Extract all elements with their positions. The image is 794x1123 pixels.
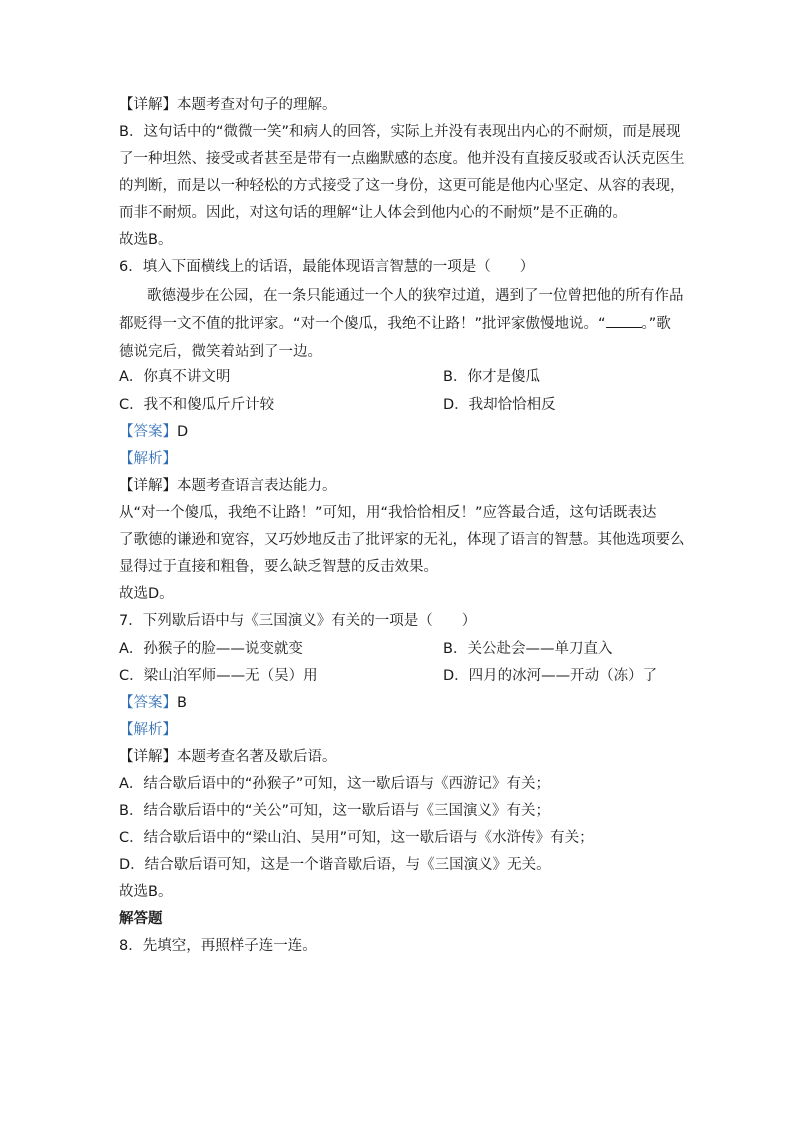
- q7-detail-text: C．结合歇后语中的“梁山泊、吴用”可知，这一歇后语与《水浒传》有关；: [119, 830, 594, 846]
- q6-passage-line: 歌德漫步在公园，在一条只能通过一个人的狭窄过道，遇到了一位曾把他的所有作品: [147, 288, 684, 304]
- q5-conclusion: 故选B。: [119, 232, 173, 248]
- q5-detail-intro: 本题考查对句子的理解。: [177, 97, 337, 113]
- q6-conclusion: 故选D。: [119, 586, 174, 602]
- q6-passage-text: 都贬得一文不值的批评家。“对一个傻瓜，我绝不让路！”批评家傲慢地说。“: [119, 316, 606, 332]
- q5-detail-text: B．这句话中的“微微一笑”和病人的回答，实际上并没有表现出内心的不耐烦，而是展现: [119, 124, 681, 140]
- q6-answer: D: [177, 424, 189, 440]
- q6-analysis-tag: 【解析】: [119, 451, 177, 467]
- q7-conclusion: 故选B。: [119, 884, 173, 900]
- q6-passage-line: 德说完后，微笑着站到了一边。: [119, 344, 322, 360]
- q6-answer-line: [119, 419, 676, 446]
- q5-detail-line: [119, 92, 676, 119]
- q7-detail-text: B．结合歇后语中的“关公”可知，这一歇后语与《三国演义》有关；: [119, 803, 550, 819]
- q5-detail-tag: 【详解】: [119, 97, 177, 113]
- q7-detail-text: A．结合歇后语中的“孙猴子”可知，这一歇后语与《西游记》有关；: [119, 776, 550, 792]
- q7-stem: 7．下列歇后语中与《三国演义》有关的一项是（ ）: [119, 613, 477, 629]
- q8-stem: 8．先填空，再照样子连一连。: [119, 938, 317, 954]
- q7-detail-tag: 【详解】: [119, 749, 177, 765]
- q6-option-a: A．你真不讲文明: [119, 369, 231, 385]
- q6-answer-tag: 【答案】: [119, 424, 177, 440]
- q7-option-d: D．四月的冰河——开动（冻）了: [443, 668, 658, 684]
- q6-answer-blank: [606, 313, 642, 328]
- q5-detail-text: 而非不耐烦。因此，对这句话的理解“让人体会到他内心的不耐烦”是不正确的。: [119, 205, 628, 221]
- q6-stem: 6．填入下面横线上的话语，最能体现语言智慧的一项是（ ）: [119, 259, 535, 275]
- q7-option-a: A．孙猴子的脸——说变就变: [119, 641, 303, 657]
- q7-answer-line: [119, 690, 676, 717]
- q6-passage-line: [119, 311, 676, 338]
- q6-option-d: D．我却恰恰相反: [443, 397, 556, 413]
- q5-detail-text: 的判断，而是以一种轻松的方式接受了这一身份，这更可能是他内心坚定、从容的表现，: [119, 178, 685, 194]
- q6-detail-intro: 本题考查语言表达能力。: [177, 478, 337, 494]
- section-title: 解答题: [119, 911, 163, 927]
- q6-option-c: C．我不和傻瓜斤斤计较: [119, 397, 275, 413]
- q5-detail-text: 了一种坦然、接受或者甚至是带有一点幽默感的态度。他并没有直接反驳或否认沃克医生: [119, 151, 685, 167]
- q6-detail-text: 了歌德的谦逊和宽容，又巧妙地反击了批评家的无礼，体现了语言的智慧。其他选项要么: [119, 532, 685, 548]
- q7-detail-text: D．结合歇后语可知，这是一个谐音歇后语，与《三国演义》无关。: [119, 857, 551, 873]
- q7-analysis-tag: 【解析】: [119, 722, 177, 738]
- q7-answer: B: [177, 695, 187, 711]
- q6-detail-line: [119, 473, 676, 500]
- q7-option-b: B．关公赴会——单刀直入: [443, 641, 613, 657]
- q6-detail-text: 从“对一个傻瓜，我绝不让路！”可知，用“我恰恰相反！”应答最合适，这句话既表达: [119, 505, 657, 521]
- q6-detail-tag: 【详解】: [119, 478, 177, 494]
- q7-detail-intro: 本题考查名著及歇后语。: [177, 749, 337, 765]
- q6-passage-text: 。”歌: [641, 316, 671, 332]
- q6-detail-text: 显得过于直接和粗鲁，要么缺乏智慧的反击效果。: [119, 559, 438, 575]
- q7-option-c: C．梁山泊军师——无（吴）用: [119, 668, 318, 684]
- q7-answer-tag: 【答案】: [119, 695, 177, 711]
- q7-detail-line: [119, 744, 676, 771]
- q6-option-b: B．你才是傻瓜: [443, 369, 540, 385]
